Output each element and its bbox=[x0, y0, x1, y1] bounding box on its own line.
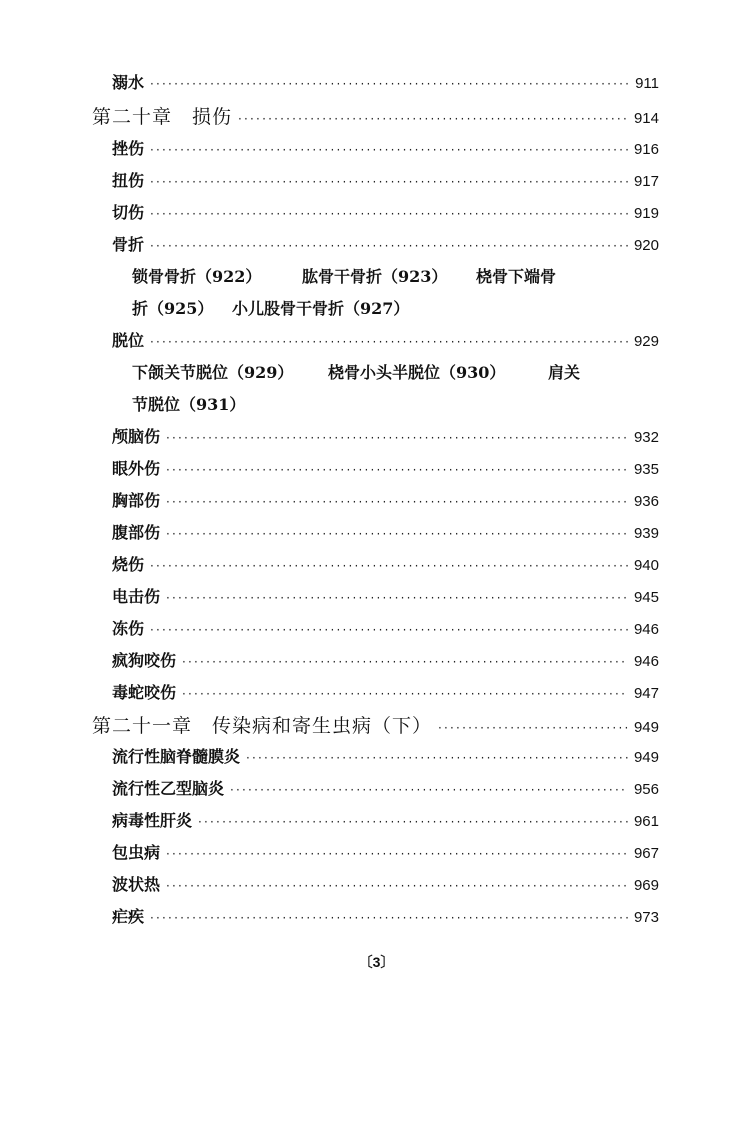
toc-entry: 病毒性肝炎 ····· 961 bbox=[112, 810, 659, 833]
toc-entry: 电击伤 ····· 945 bbox=[112, 586, 659, 609]
fracture-subtopics-line-2: 折（925） 小儿股骨干骨折（927） bbox=[132, 299, 410, 318]
toc-entry: 烧伤 ····· 940 bbox=[112, 554, 659, 577]
page-number: 〔3〕 bbox=[358, 954, 395, 970]
toc-entry: 胸部伤 ····· 936 bbox=[112, 490, 659, 513]
toc-entry: 眼外伤 ····· 935 bbox=[112, 458, 659, 481]
toc-entry: 腹部伤 ····· 939 bbox=[112, 522, 659, 545]
toc-entry-dislocation: 脱位 ····· 929 bbox=[112, 330, 659, 353]
toc-entry: 扭伤 ····· 917 bbox=[112, 170, 659, 193]
toc-entry: 颅脑伤 ····· 932 bbox=[112, 426, 659, 449]
dislocation-subtopics-line-2: 节脱位（931） bbox=[132, 395, 246, 414]
toc-entry: 疟疾 ····· 973 bbox=[112, 906, 659, 929]
toc-entry-drowning: 溺水 ····· 911 bbox=[112, 72, 659, 95]
toc-entry: 毒蛇咬伤 ····· 947 bbox=[112, 682, 659, 705]
toc-entry: 挫伤 ····· 916 bbox=[112, 138, 659, 161]
toc-entry: 疯狗咬伤 ····· 946 bbox=[112, 650, 659, 673]
toc-entry-fracture: 骨折 ····· 920 bbox=[112, 234, 659, 257]
toc-entry: 流行性脑脊髓膜炎 ····· 949 bbox=[112, 746, 659, 769]
fracture-subtopics-line-1: 锁骨骨折（922） 肱骨干骨折（923） 桡骨下端骨 bbox=[132, 267, 557, 286]
toc-entry: 流行性乙型脑炎 ····· 956 bbox=[112, 778, 659, 801]
toc-entry: 冻伤 ····· 946 bbox=[112, 618, 659, 641]
toc-entry: 切伤 ····· 919 bbox=[112, 202, 659, 225]
toc-entry: 包虫病 ····· 967 bbox=[112, 842, 659, 865]
toc-entry: 波状热 ····· 969 bbox=[112, 874, 659, 897]
toc-chapter-20: 第二十章 损伤 ····· 914 bbox=[92, 105, 659, 131]
toc-chapter-21: 第二十一章 传染病和寄生虫病（下） ····· 949 bbox=[92, 714, 659, 740]
dislocation-subtopics-line-1: 下颌关节脱位（929） 桡骨小头半脱位（930） 肩关 bbox=[132, 363, 581, 382]
